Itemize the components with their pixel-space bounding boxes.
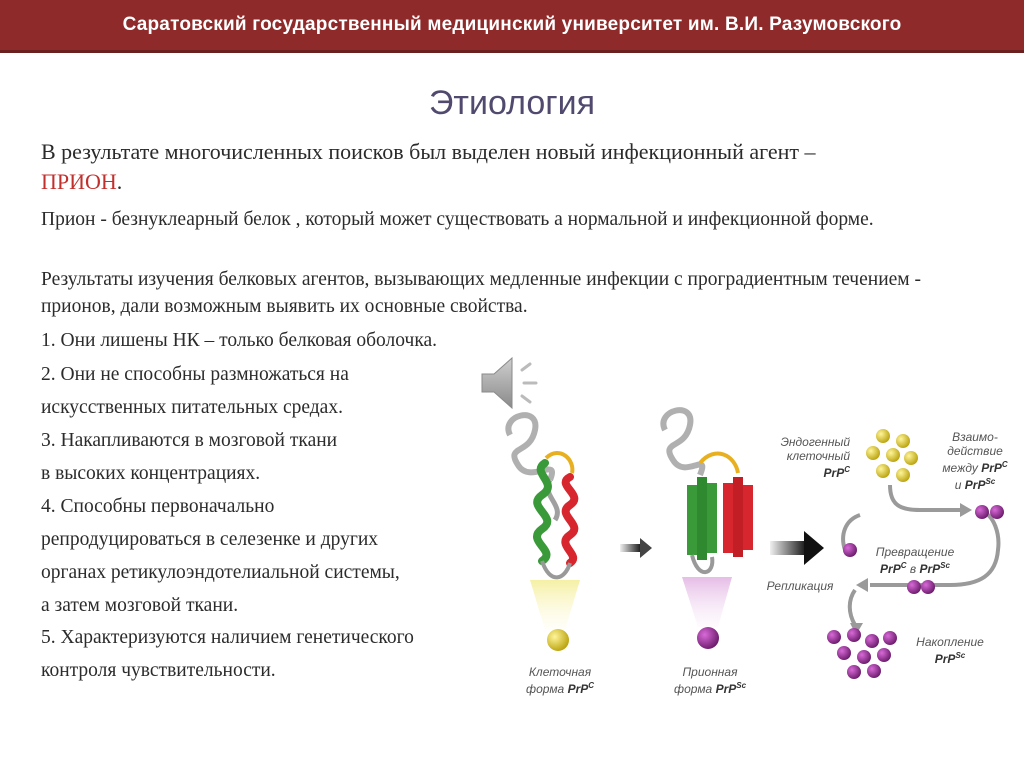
replication-label: Репликация: [766, 579, 834, 593]
prpsc-accumulation: [827, 628, 897, 679]
property-item: контроля чувствительности.: [41, 660, 276, 681]
prion-definition: Прион - безнуклеарный белок , который может существовать а нормальной и инфекционной форме.: [41, 209, 874, 230]
intro-text: В результате многочисленных поисков был выделен новый инфекционный агент –: [41, 139, 816, 164]
property-item: 3. Накапливаются в мозговой ткани: [41, 430, 338, 451]
prion-prp-protein: [663, 410, 748, 649]
property-item: 4. Способны первоначально: [41, 496, 275, 517]
intro-paragraph: [41, 137, 971, 197]
research-results: Результаты изучения белковых агентов, вызывающих медленные инфекции с проградиентным течением - прионов, дали возможным выявить их основные свойства.: [41, 269, 921, 317]
prion-highlight: ПРИОН: [41, 169, 117, 194]
intro-end: .: [116, 169, 123, 194]
cellular-form-label: Клеточная форма PrP$^C$: [525, 665, 595, 696]
interaction-label: Взаимо- действие между PrP$^C$ и PrP$^{Sc}$: [942, 430, 1008, 492]
property-item: 1. Они лишены НК – только белковая оболочка.: [41, 330, 438, 351]
property-item: 2. Они не способны размножаться на: [41, 364, 349, 385]
property-item: органах ретикулоэндотелиальной системы,: [41, 562, 400, 583]
endogenous-prpc-label: Эндогенный клеточный PrP$^C$: [780, 435, 850, 480]
prion-diagram: [470, 345, 1024, 725]
prion-form-label: Прионная форма PrP$^{Sc}$: [673, 665, 747, 696]
conversion-label: Превращение PrP$^C$ в PrP$^{Sc}$: [875, 545, 955, 576]
replication-arrow: [770, 531, 824, 565]
slide-title: Этиология: [428, 84, 596, 122]
property-item: 5. Характеризуются наличием генетического: [41, 627, 414, 648]
property-item: репродуцироваться в селезенке и других: [41, 529, 379, 550]
accumulation-label: Накопление PrP$^{Sc}$: [916, 635, 984, 666]
prpc-cluster: [866, 429, 918, 482]
property-item: искусственных питательных средах.: [41, 397, 343, 418]
property-item: а затем мозговой ткани.: [41, 595, 239, 616]
university-title: Саратовский государственный медицинский университет им. В.И. Разумовского: [122, 14, 902, 35]
header-bar: [0, 0, 1024, 53]
cellular-prp-protein: [508, 415, 580, 651]
transition-arrow: [620, 538, 652, 558]
property-item: в высоких концентрациях.: [41, 463, 261, 484]
